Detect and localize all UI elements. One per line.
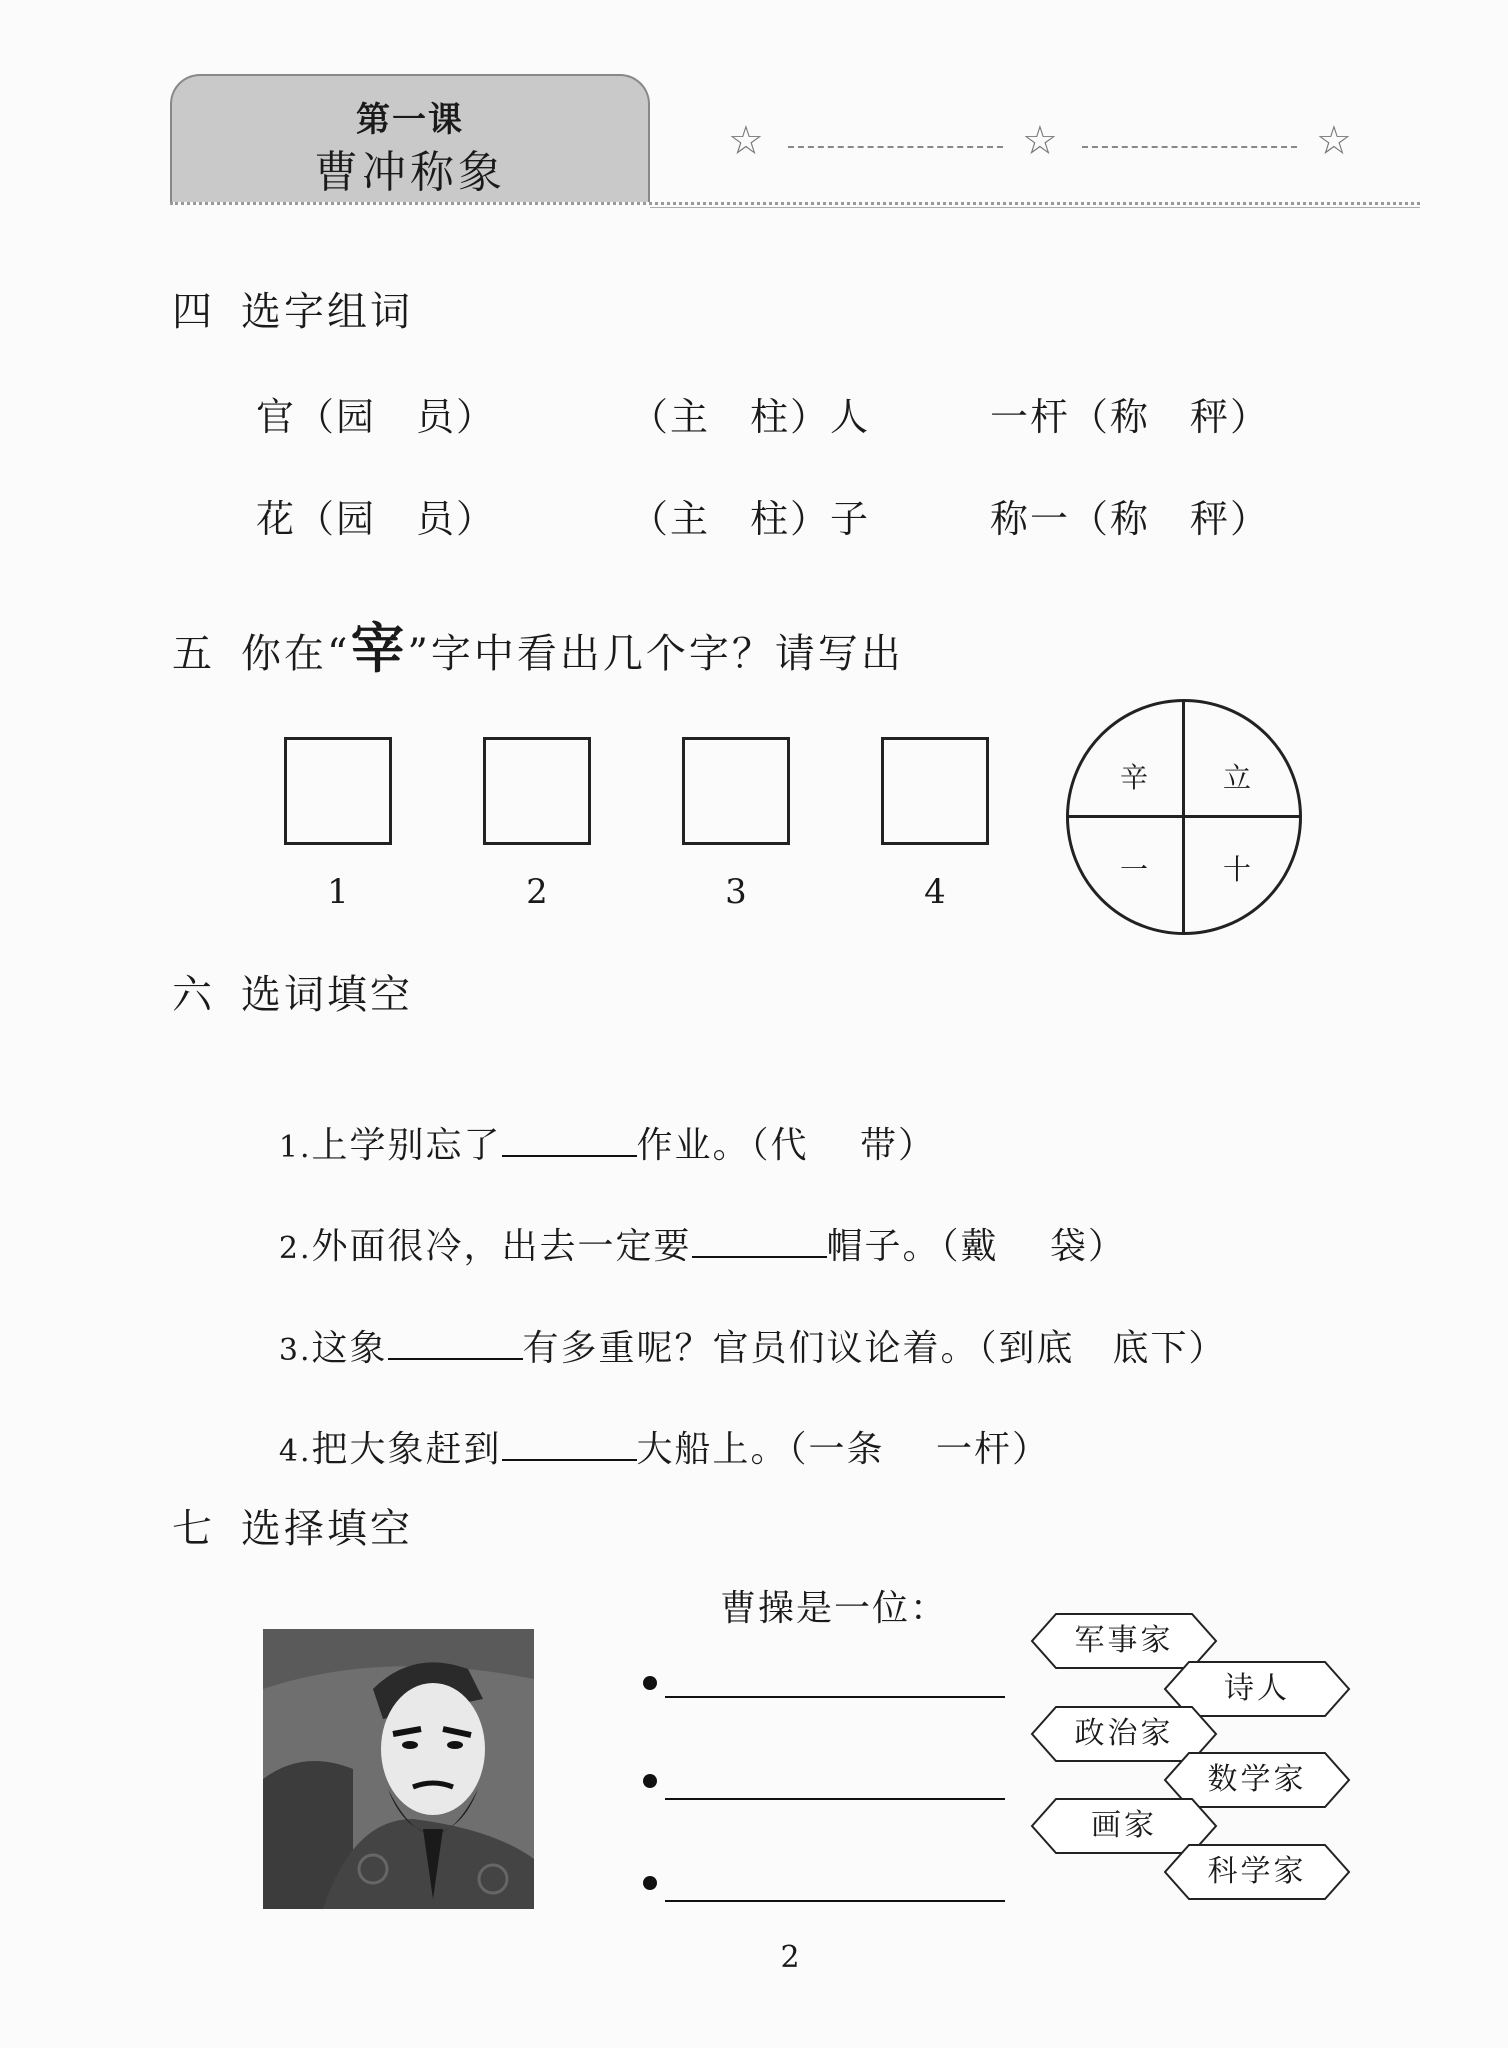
star-icon: ☆ (1316, 118, 1352, 164)
section-7-title: 七 选择填空 (172, 1506, 413, 1552)
dashed-divider (1082, 146, 1297, 148)
page-number: 2 (780, 1940, 800, 1975)
circle-char: 一 (1119, 853, 1148, 886)
word-item: （主 柱）人 (630, 395, 871, 439)
bullet-icon (643, 1876, 657, 1890)
section-6-title: 六 选词填空 (172, 972, 413, 1018)
lesson-title: 曹冲称象 (314, 147, 506, 198)
word-item: 一杆（称 秤） (990, 395, 1271, 439)
box-number: 4 (924, 872, 946, 912)
option-tag: 诗人 (1163, 1660, 1351, 1718)
fill-blank[interactable] (692, 1226, 827, 1258)
circle-char: 立 (1222, 761, 1251, 794)
dashed-divider (788, 146, 1003, 148)
answer-box-4[interactable] (881, 737, 989, 845)
box-number: 2 (526, 872, 548, 912)
word-item: （主 柱）子 (630, 497, 871, 541)
option-tag: 政治家 (1030, 1705, 1218, 1763)
fill-sentence-2: 2.外面很冷，出去一定要 帽子。（戴 袋） (278, 1226, 1126, 1267)
box-number: 1 (327, 872, 349, 912)
fill-blank[interactable] (388, 1328, 523, 1360)
fill-sentence-4: 4.把大象赶到 大船上。（一条 一杆） (278, 1429, 1050, 1470)
circle-char: 十 (1222, 853, 1251, 886)
circle-divider-horizontal (1067, 815, 1301, 818)
header-rule-thin (650, 207, 1420, 208)
highlight-char: 宰 (350, 616, 408, 680)
option-tag: 数学家 (1163, 1751, 1351, 1809)
fill-blank[interactable] (502, 1125, 637, 1157)
bullet-icon (643, 1774, 657, 1788)
box-number: 3 (725, 872, 747, 912)
word-item: 称一（称 秤） (990, 497, 1271, 541)
fill-blank[interactable] (502, 1429, 637, 1461)
answer-line-2[interactable] (665, 1798, 1005, 1800)
option-tag: 科学家 (1163, 1843, 1351, 1901)
option-tag: 军事家 (1030, 1612, 1218, 1670)
answer-box-3[interactable] (682, 737, 790, 845)
circle-char: 辛 (1119, 761, 1148, 794)
section-4-title: 四 选字组词 (172, 289, 413, 335)
section-5-title: 五 你在“宰”字中看出几个字？请写出 (172, 616, 904, 680)
fill-sentence-3: 3.这象 有多重呢？官员们议论着。（到底 底下） (278, 1328, 1227, 1369)
cao-cao-portrait-image (263, 1629, 534, 1909)
option-tag: 画家 (1030, 1797, 1218, 1855)
bullet-icon (643, 1676, 657, 1690)
header-rule (170, 202, 1420, 205)
lesson-label: 第一课 (356, 100, 464, 140)
star-icon: ☆ (728, 118, 764, 164)
answer-line-1[interactable] (665, 1696, 1005, 1698)
star-icon: ☆ (1022, 118, 1058, 164)
answer-line-3[interactable] (665, 1900, 1005, 1902)
word-item: 官（园 员） (256, 395, 497, 439)
answer-box-2[interactable] (483, 737, 591, 845)
question-prompt: 曹操是一位： (720, 1588, 949, 1629)
fill-sentence-1: 1.上学别忘了 作业。（代 带） (278, 1125, 936, 1166)
word-item: 花（园 员） (256, 497, 497, 541)
answer-box-1[interactable] (284, 737, 392, 845)
